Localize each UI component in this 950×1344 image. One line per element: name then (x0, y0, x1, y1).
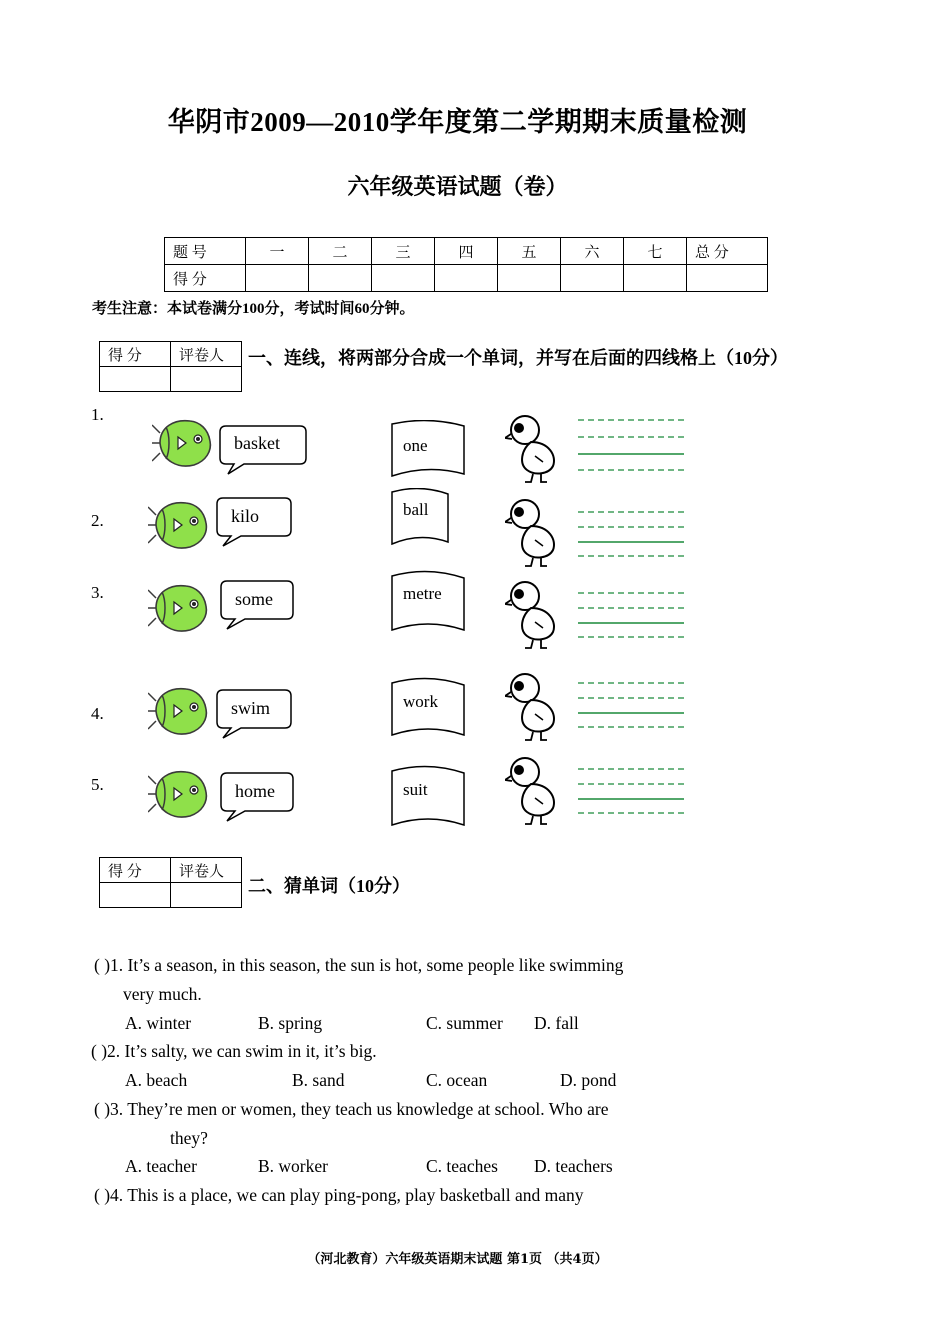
fish-icon (148, 497, 210, 555)
option-a[interactable]: A. winter (125, 1013, 192, 1033)
score-input-cell[interactable] (561, 265, 624, 292)
item-number: 5. (91, 775, 104, 794)
question-stem: ( )3. They’re men or women, they teach us knowledge at school. Who are (94, 1099, 609, 1119)
word-part-right[interactable]: ball (403, 500, 429, 519)
option-c[interactable]: C. teaches (426, 1156, 498, 1176)
word-part-left[interactable]: basket (234, 433, 280, 453)
word-part-left[interactable]: home (235, 781, 275, 801)
score-cell: 五 (498, 238, 561, 265)
word-part-right[interactable]: suit (403, 780, 428, 799)
flag-card-icon (390, 420, 466, 478)
score-table (164, 237, 768, 292)
fish-icon (152, 415, 214, 473)
score-input-cell[interactable] (498, 265, 561, 292)
section1-title: 一、连线，将两部分合成一个单词，并写在后面的四线格上（10分） (248, 348, 788, 368)
option-c[interactable]: C. ocean (426, 1070, 488, 1090)
grader-score-cell[interactable] (100, 883, 171, 908)
option-c[interactable]: C. summer (426, 1013, 503, 1033)
bird-icon (505, 754, 561, 826)
score-input-cell[interactable] (624, 265, 687, 292)
grader-score-label: 得 分 (100, 342, 171, 367)
grader-name-label: 评卷人 (171, 342, 242, 367)
item-number: 4. (91, 704, 104, 723)
bird-icon (505, 496, 561, 568)
score-cell: 三 (372, 238, 435, 265)
grader-box (99, 857, 242, 908)
score-input-cell[interactable] (246, 265, 309, 292)
item-number: 1. (91, 405, 104, 424)
word-part-left[interactable]: swim (231, 698, 271, 718)
grader-name-label: 评卷人 (171, 858, 242, 883)
score-cell: 一 (246, 238, 309, 265)
four-line-grid[interactable] (578, 508, 686, 560)
score-cell: 七 (624, 238, 687, 265)
score-cell: 总 分 (687, 238, 768, 265)
page-footer: （河北教育）六年级英语期末试题 第1页 （共4页） (307, 1252, 608, 1267)
score-input-cell[interactable] (435, 265, 498, 292)
score-input-cell[interactable] (309, 265, 372, 292)
grader-name-cell[interactable] (171, 367, 242, 392)
bird-icon (505, 670, 561, 742)
score-cell: 得 分 (165, 265, 246, 292)
fish-icon (148, 766, 210, 824)
question-stem: ( )2. It’s salty, we can swim in it, it’s big. (91, 1041, 377, 1061)
four-line-grid[interactable] (578, 416, 686, 474)
question-stem: ( )1. It’s a season, in this season, the sun is hot, some people like swimming (94, 955, 624, 975)
question-stem: ( )4. This is a place, we can play ping-pong, play basketball and many (94, 1185, 584, 1205)
word-part-right[interactable]: work (403, 692, 438, 711)
four-line-grid[interactable] (578, 679, 686, 731)
grader-score-cell[interactable] (100, 367, 171, 392)
section2-title: 二、猜单词（10分） (248, 876, 410, 896)
flag-card-icon (390, 765, 466, 829)
option-b[interactable]: B. spring (258, 1013, 323, 1033)
item-number: 2. (91, 511, 104, 530)
option-d[interactable]: D. fall (534, 1013, 579, 1033)
word-part-right[interactable]: metre (403, 584, 442, 603)
grader-box (99, 341, 242, 392)
grader-score-label: 得 分 (100, 858, 171, 883)
fish-icon (148, 580, 210, 638)
score-input-cell[interactable] (372, 265, 435, 292)
question-stem-continued: very much. (123, 984, 202, 1004)
four-line-grid[interactable] (578, 765, 686, 817)
score-cell: 六 (561, 238, 624, 265)
exam-notice: 考生注意：本试卷满分100分，考试时间60分钟。 (92, 301, 415, 317)
word-part-left[interactable]: some (235, 589, 273, 609)
word-part-left[interactable]: kilo (231, 506, 260, 526)
option-d[interactable]: D. pond (560, 1070, 617, 1090)
exam-title: 华阴市2009—2010学年度第二学期期末质量检测 (167, 107, 748, 137)
score-table-header-row (165, 238, 768, 265)
exam-subtitle: 六年级英语试题（卷） (347, 174, 568, 199)
option-b[interactable]: B. sand (292, 1070, 345, 1090)
four-line-grid[interactable] (578, 589, 686, 641)
fish-icon (148, 683, 210, 741)
score-cell: 二 (309, 238, 372, 265)
bird-icon (505, 412, 561, 484)
score-input-cell[interactable] (687, 265, 768, 292)
score-table-score-row (165, 265, 768, 292)
question-stem-continued: they? (170, 1128, 208, 1148)
option-b[interactable]: B. worker (258, 1156, 328, 1176)
score-cell: 四 (435, 238, 498, 265)
word-part-right[interactable]: one (403, 436, 428, 455)
option-a[interactable]: A. teacher (125, 1156, 197, 1176)
grader-name-cell[interactable] (171, 883, 242, 908)
item-number: 3. (91, 583, 104, 602)
option-d[interactable]: D. teachers (534, 1156, 613, 1176)
bird-icon (505, 578, 561, 650)
score-cell: 题 号 (165, 238, 246, 265)
option-a[interactable]: A. beach (125, 1070, 188, 1090)
